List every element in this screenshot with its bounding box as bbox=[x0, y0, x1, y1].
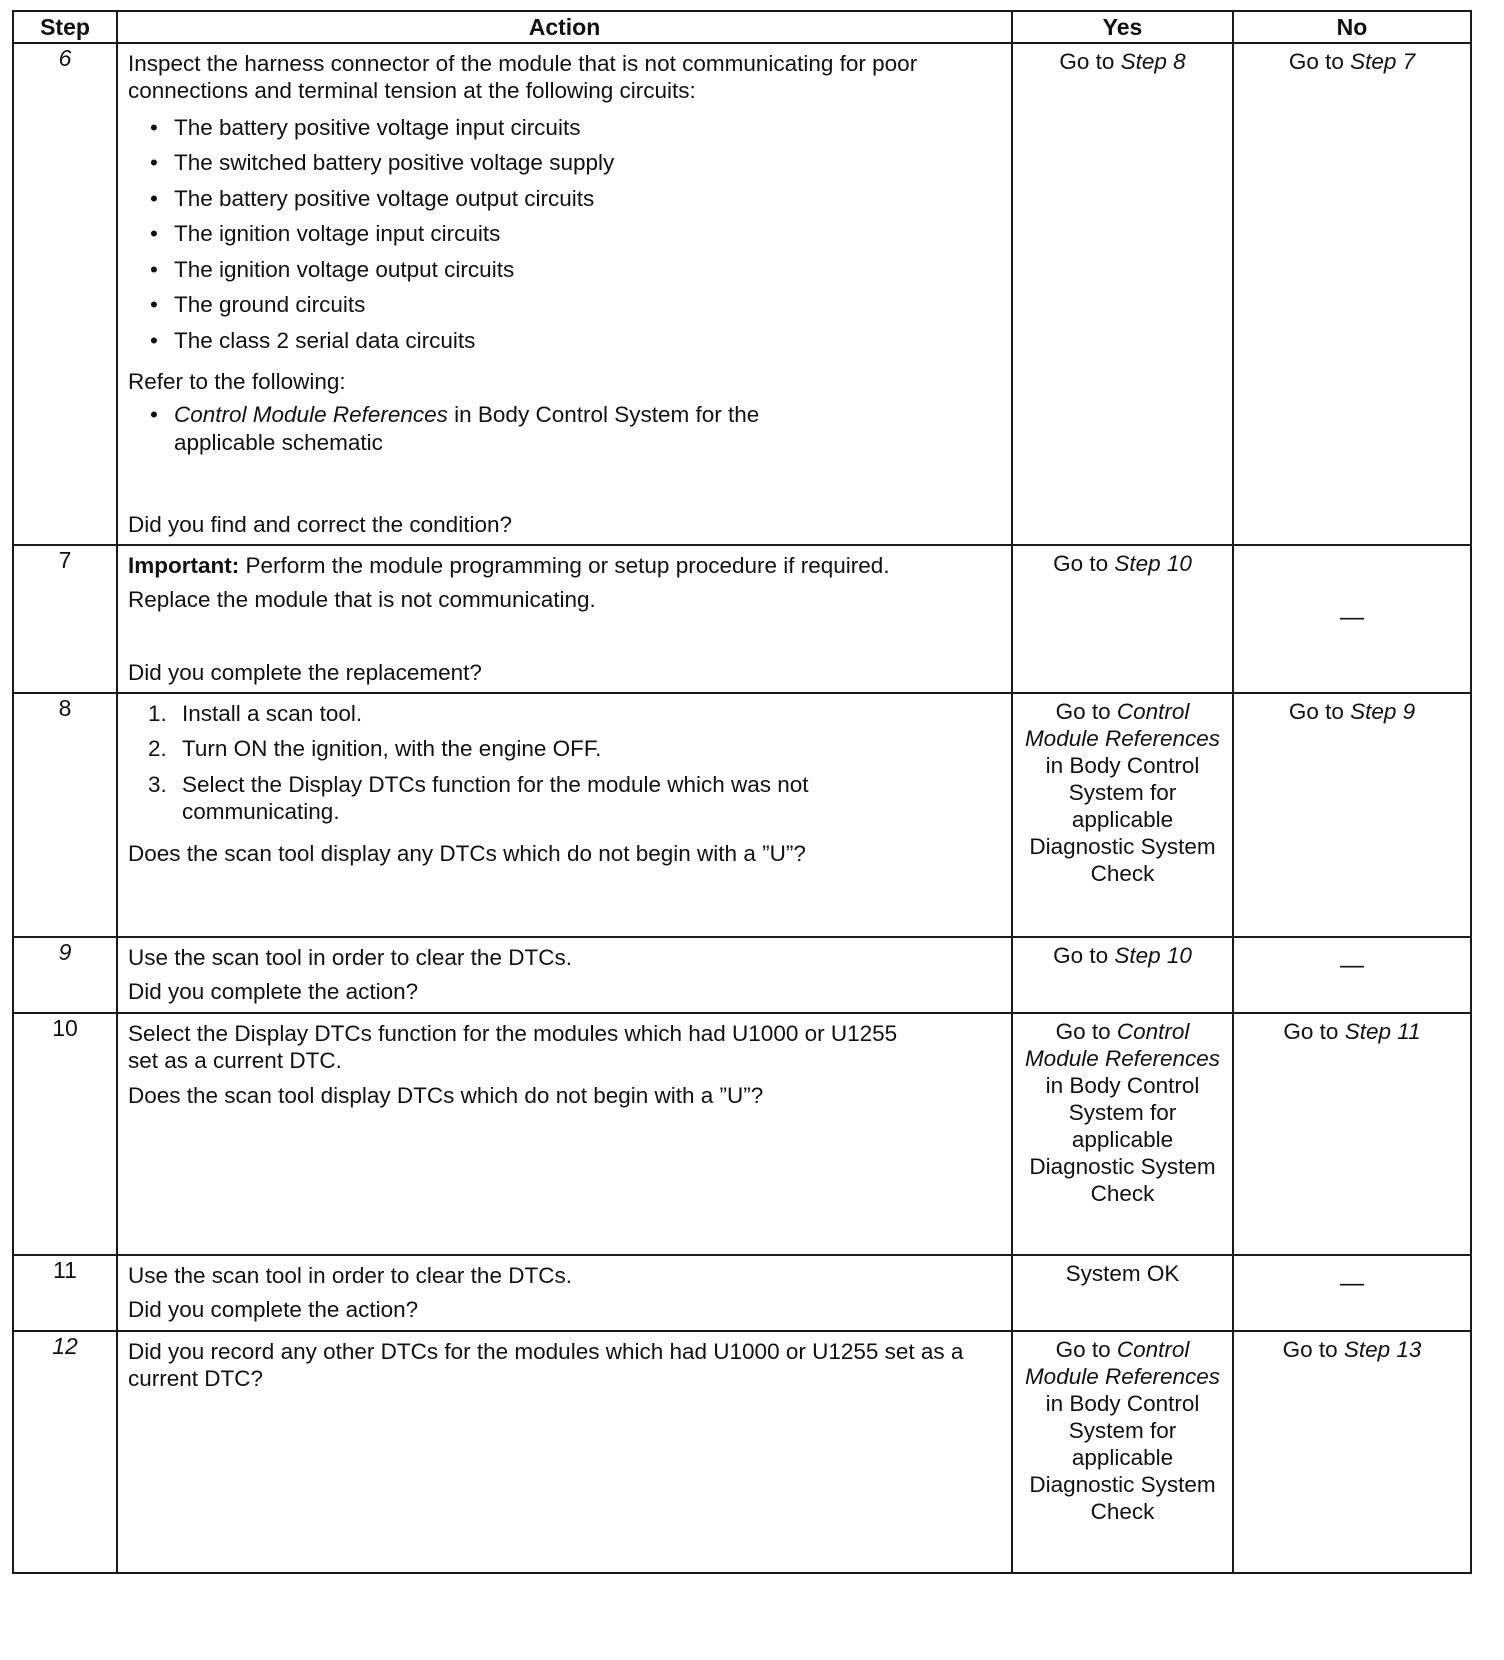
yes-link[interactable]: Step 10 bbox=[1114, 943, 1192, 968]
step-number: 12 bbox=[13, 1331, 117, 1573]
step-number: 7 bbox=[13, 545, 117, 693]
action-cell bbox=[117, 545, 1012, 693]
table-row-step-10 bbox=[13, 1013, 1471, 1255]
table-row-step-6 bbox=[13, 43, 1471, 545]
header-yes: Yes bbox=[1012, 11, 1233, 43]
action-text: Replace the module that is not communicating. bbox=[128, 587, 596, 613]
action-question: Does the scan tool display DTCs which do not begin with a ”U”? bbox=[128, 1082, 764, 1108]
list-item: • The battery positive voltage output circuits bbox=[150, 185, 595, 211]
yes-cell: System OK bbox=[1012, 1255, 1233, 1331]
list-item: • The ignition voltage input circuits bbox=[150, 221, 501, 247]
step-number: 11 bbox=[13, 1255, 117, 1331]
step-number: 8 bbox=[13, 693, 117, 937]
list-item: • The switched battery positive voltage supply bbox=[150, 150, 615, 176]
action-question: Did you record any other DTCs for the modules which had U1000 or U1255 set as a current DTC? bbox=[128, 1338, 964, 1392]
yes-link[interactable]: Control Module References bbox=[1024, 699, 1221, 751]
list-item: 2. Turn ON the ignition, with the engine OFF. bbox=[148, 736, 602, 762]
action-question: Did you complete the action? bbox=[128, 979, 419, 1005]
no-link[interactable]: Step 13 bbox=[1343, 1336, 1422, 1362]
yes-link[interactable]: Control Module References bbox=[1024, 1018, 1221, 1071]
no-cell: Go to Step 7 bbox=[1233, 43, 1471, 545]
table-row-step-8 bbox=[13, 693, 1471, 937]
step-number: 9 bbox=[13, 937, 117, 1013]
step-number: 6 bbox=[13, 43, 117, 545]
action-cell bbox=[117, 1013, 1012, 1255]
action-intro: Inspect the harness connector of the module that is not communicating for poor connections and terminal tension at the following circuits: bbox=[128, 51, 918, 104]
no-link[interactable]: Step 7 bbox=[1350, 49, 1416, 74]
refer-label: Refer to the following: bbox=[128, 368, 346, 394]
header-action: Action bbox=[117, 11, 1012, 43]
action-cell bbox=[117, 43, 1012, 545]
no-link[interactable]: Step 9 bbox=[1350, 699, 1416, 724]
action-cell bbox=[117, 937, 1012, 1013]
header-row bbox=[13, 11, 1471, 43]
table-row-step-7 bbox=[13, 545, 1471, 693]
action-question: Did you complete the replacement? bbox=[128, 659, 482, 685]
no-link[interactable]: Step 11 bbox=[1344, 1018, 1421, 1044]
action-text: Use the scan tool in order to clear the DTCs. bbox=[128, 1262, 572, 1288]
reference-list bbox=[128, 401, 1001, 464]
no-cell: — bbox=[1233, 545, 1471, 693]
diagnostic-table bbox=[12, 10, 1472, 1574]
yes-link[interactable]: Step 10 bbox=[1114, 551, 1192, 576]
yes-cell: Go to Control Module References in Body Control System for applicable Diagnostic System Check bbox=[1012, 1013, 1233, 1255]
circuit-list bbox=[128, 114, 1001, 362]
yes-cell: Go to Step 10 bbox=[1012, 937, 1233, 1013]
action-cell bbox=[117, 1255, 1012, 1331]
yes-cell: Go to Step 10 bbox=[1012, 545, 1233, 693]
list-item: 1. Install a scan tool. bbox=[148, 701, 363, 726]
table-row-step-11 bbox=[13, 1255, 1471, 1331]
list-item: • The battery positive voltage input circuits bbox=[150, 114, 581, 140]
header-no: No bbox=[1233, 11, 1471, 43]
procedure-list bbox=[128, 700, 1001, 834]
important-note: Important: Perform the module programming or setup procedure if required. bbox=[128, 553, 890, 578]
yes-cell: Go to Control Module References in Body Control System for applicable Diagnostic System Check bbox=[1012, 693, 1233, 937]
step-number: 10 bbox=[13, 1013, 117, 1255]
yes-link[interactable]: Step 8 bbox=[1120, 49, 1186, 74]
reference-link[interactable]: Control Module References bbox=[174, 402, 448, 428]
action-question: Did you find and correct the condition? bbox=[128, 511, 512, 537]
action-text: Select the Display DTCs function for the modules which had U1000 or U1255 set as a current DTC. bbox=[128, 1020, 898, 1074]
action-question: Did you complete the action? bbox=[128, 1297, 419, 1323]
list-item: 3. Select the Display DTCs function for the module which was not communicating. bbox=[148, 771, 809, 825]
list-item: • The class 2 serial data circuits bbox=[150, 327, 476, 353]
action-cell bbox=[117, 693, 1012, 937]
no-cell: Go to Step 11 bbox=[1233, 1013, 1471, 1255]
no-cell: Go to Step 13 bbox=[1233, 1331, 1471, 1573]
table-row-step-12 bbox=[13, 1331, 1471, 1573]
no-cell: — bbox=[1233, 1255, 1471, 1331]
table-row-step-9 bbox=[13, 937, 1471, 1013]
yes-cell: Go to Control Module References in Body Control System for applicable Diagnostic System Check bbox=[1012, 1331, 1233, 1573]
yes-link[interactable]: Control Module References bbox=[1024, 1336, 1221, 1389]
header-step: Step bbox=[13, 11, 117, 43]
no-cell: — bbox=[1233, 937, 1471, 1013]
list-item: • The ignition voltage output circuits bbox=[150, 256, 515, 282]
action-question: Does the scan tool display any DTCs which do not begin with a ”U”? bbox=[128, 840, 806, 866]
action-cell bbox=[117, 1331, 1012, 1573]
yes-cell: Go to Step 8 bbox=[1012, 43, 1233, 545]
list-item: • The ground circuits bbox=[150, 292, 366, 318]
action-text: Use the scan tool in order to clear the DTCs. bbox=[128, 945, 572, 970]
no-cell: Go to Step 9 bbox=[1233, 693, 1471, 937]
list-item: • Control Module References in Body Control System for the applicable schematic bbox=[150, 402, 760, 455]
